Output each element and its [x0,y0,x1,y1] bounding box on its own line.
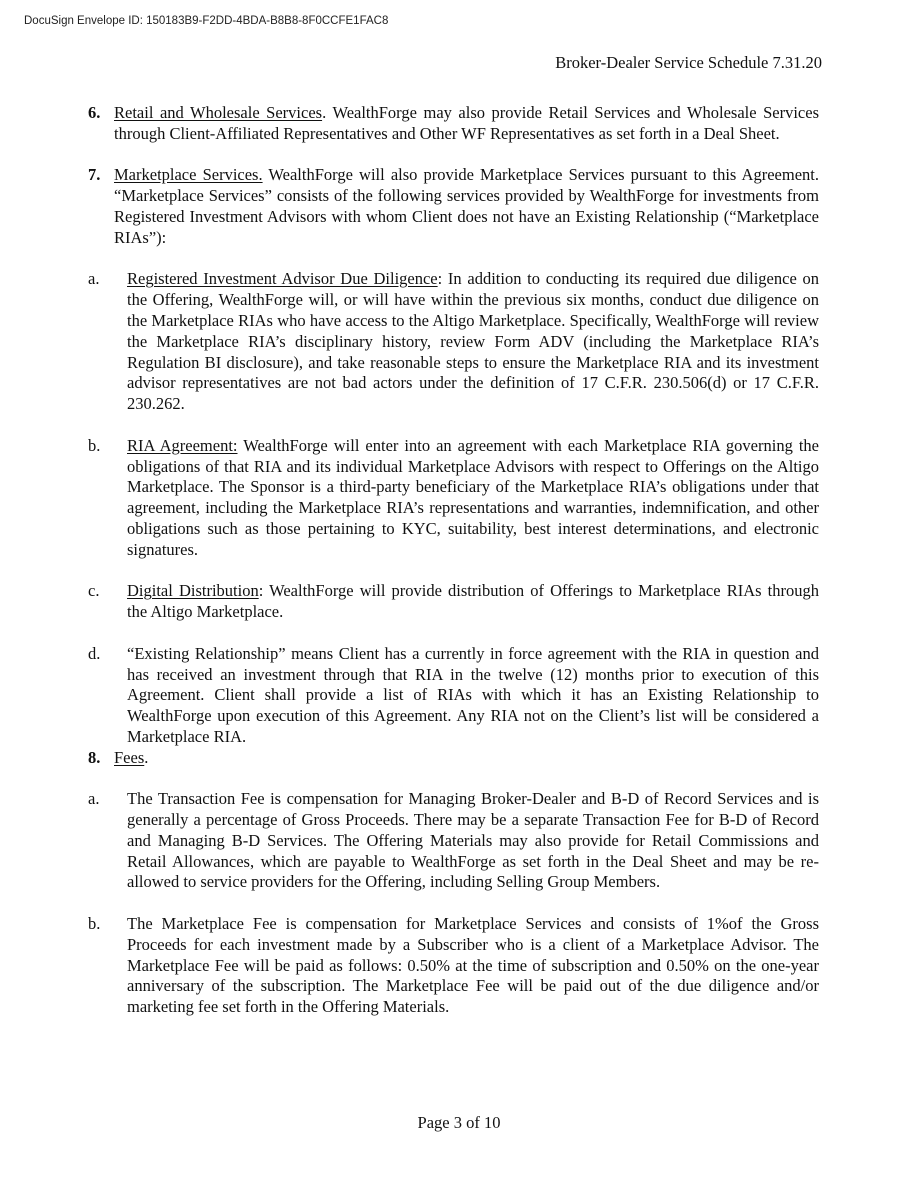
section-text [114,165,819,248]
subsection-body: The Transaction Fee is compensation for Managing Broker-Dealer and B-D of Record Services and is generally a percentage of Gross Proceeds. There may be a separate Transaction Fee for B-D of Record and Managing B-D Services. The Offering Materials may also provide for Retail Commissions and Retail Allowances, which are payable to WealthForge as set forth in the Deal Sheet and may be re-allowed to service providers for the Offering, including Selling Group Members. [127,789,819,892]
subsection-7d [88,644,819,748]
subsection-label: b. [88,435,101,455]
subsection-heading: Registered Investment Advisor Due Diligence [127,269,438,289]
subsection-body: : WealthForge will provide distribution of Offerings to Marketplace RIAs through the Altigo Marketplace. [127,581,819,622]
subsection-text [127,436,819,561]
section-text [114,103,819,145]
subsection-heading: RIA Agreement: [127,435,238,455]
section-6 [88,103,819,145]
section-7 [88,165,819,248]
section-number: 7. [88,165,101,185]
subsection-8b [88,914,819,1018]
section-body: . [144,747,149,767]
subsection-7a [88,269,819,415]
subsection-7b [88,436,819,561]
section-body: WealthForge will also provide Marketplace Services pursuant to this Agreement. “Marketplace Services” consists of the following services provided by WealthForge for investments from Registered Investment Advisors with whom Client does not have an Existing Relationship (“Marketplace RIAs”): [114,165,819,247]
document-body [88,103,819,1039]
docusign-envelope-id: DocuSign Envelope ID: 150183B9-F2DD-4BDA-B8B8-8F0CCFE1FAC8 [24,15,389,27]
subsection-body: : In addition to conducting its required due diligence on the Offering, WealthForge will, or will have within the previous six months, conduct due diligence on the Marketplace RIAs who have access to the Altigo Marketplace. Specifically, WealthForge will review the Marketplace RIA’s disciplinary history, review Form ADV (including the Marketplace RIA’s Regulation BI disclosure), and take reasonable steps to ensure the Marketplace RIA and its investment advisor representatives are not bad actors under the definition of 17 C.F.R. 230.506(d) or 17 C.F.R. 230.262. [127,269,819,414]
section-number: 6. [88,103,101,122]
subsection-body: “Existing Relationship” means Client has a currently in force agreement with the RIA in question and has received an investment through that RIA in the twelve (12) months prior to execution of this Agreement. Client shall provide a list of RIAs with which it has an Existing Relationship to WealthForge upon execution of this Agreement. Any RIA not on the Client’s list will be considered a Marketplace RIA. [127,643,819,746]
subsection-text [127,269,819,415]
section-number: 8. [88,747,101,767]
subsection-text [127,581,819,623]
section-text [114,748,819,769]
section-body: . WealthForge may also provide Retail Services and Wholesale Services through Client-Affiliated Representatives and Other WF Representatives as set forth in a Deal Sheet. [114,103,819,143]
subsection-label: a. [88,269,100,289]
subsection-body: WealthForge will enter into an agreement with each Marketplace RIA governing the obligations of that RIA and its individual Marketplace Advisors with respect to Offerings on the Altigo Marketplace. The Sponsor is a third-party beneficiary of the Marketplace RIA’s obligations under that agreement, including the Marketplace RIA’s representations and warranties, indemnification, and other obligations such as those pertaining to KYC, suitability, best interest determinations, and electronic signatures. [127,435,819,559]
subsection-label: d. [88,643,101,663]
subsection-body: The Marketplace Fee is compensation for Marketplace Services and consists of 1%of the Gross Proceeds for each investment made by a Subscriber who is a client of a Marketplace Advisor. The Marketplace Fee will be paid as follows: 0.50% at the time of subscription and 0.50% on the one-year anniversary of the subscription. The Marketplace Fee will be paid out of the due diligence and/or marketing fee set forth in the Offering Materials. [127,914,819,1017]
section-heading: Marketplace Services. [114,165,263,185]
subsection-heading: Digital Distribution [127,581,259,601]
subsection-8a [88,789,819,893]
page-number: Page 3 of 10 [417,1113,501,1132]
document-header: Broker-Dealer Service Schedule 7.31.20 [555,53,822,72]
subsection-7c [88,581,819,623]
section-heading: Retail and Wholesale Services [114,103,323,122]
subsection-label: a. [88,789,100,809]
section-8 [88,748,819,769]
subsection-label: c. [88,581,100,601]
subsection-label: b. [88,914,101,934]
section-heading: Fees [114,747,145,767]
